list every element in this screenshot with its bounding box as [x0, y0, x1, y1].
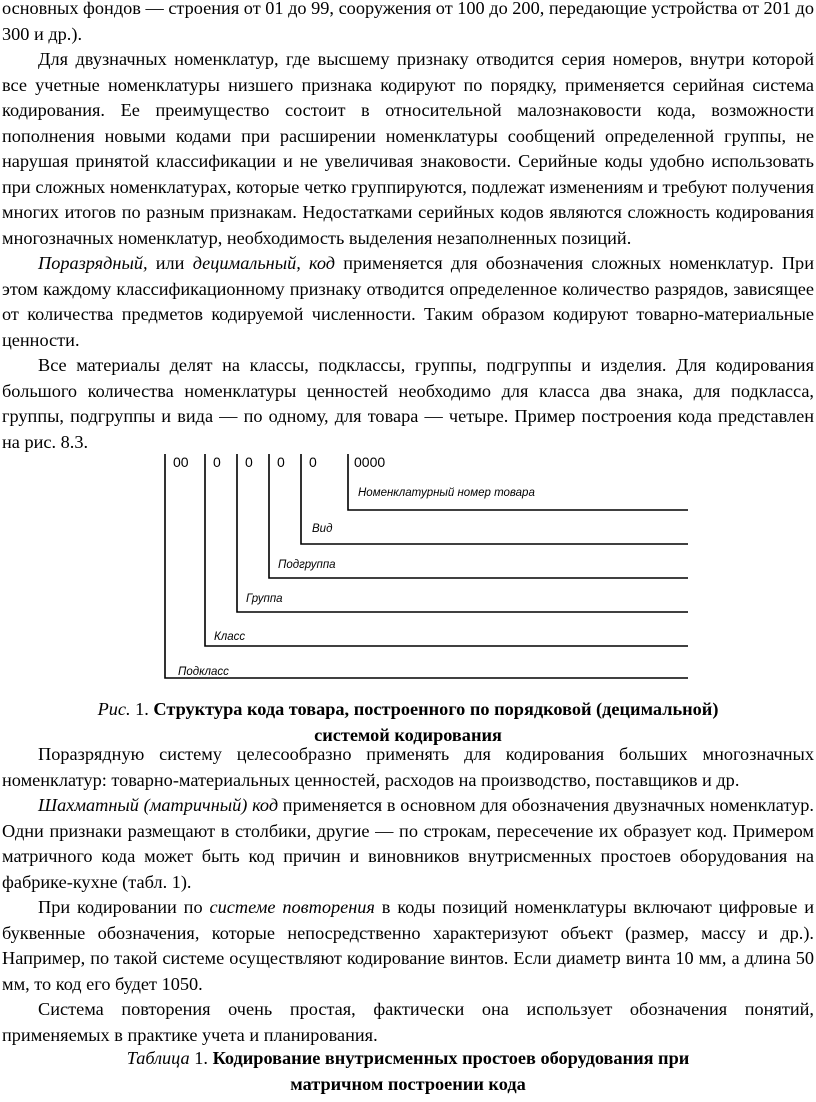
- label-nomenclature-number: Номенклатурный номер товара: [358, 487, 535, 499]
- figure-caption: [0, 697, 816, 748]
- paragraph-text: применяется для обозначения сложных номенклатур. При этом каждому классификационному признаку отводится определенное количество разрядов, зависящее от количества предметов кодируемой численности. Таким образом кодируют товарно-материальные ценности.: [2, 253, 814, 350]
- label-gruppa: Группа: [246, 593, 283, 605]
- paragraph: Для двузначных номенклатур, где высшему признаку отводится серия номеров, внутри которой все учетные номенклатуры низшего признака кодируют по порядку, применяется серийная система кодирования. Ее преимущество состоит в относительной малознаковости кода, возможности пополнения новыми кодами при расширении номенклатуры сообщений определенной группы, не нарушая принятой классификации и не увеличивая знаковости. Серийные коды удобно использовать при сложных номенклатурах, которые четко группируются, подлежат изменениям и требуют получения многих итогов по разным признакам. Недостатками серийных кодов являются сложность кодирования многозначных номенклатур, необходимость выделения незаполненных позиций.: [2, 49, 814, 248]
- paragraph: Система повторения очень простая, фактически она использует обозначения понятий, применяемых в практике учета и планирования.: [2, 999, 814, 1045]
- emphasis-term: децимальный, код: [192, 253, 336, 273]
- table-caption-prefix: Таблица: [126, 1048, 190, 1068]
- figure-caption-title: Структура кода товара, построенного по порядковой (децимальной): [153, 699, 719, 719]
- label-podklass: Подкласс: [178, 666, 229, 678]
- emphasis-term: Шахматный (матричный) код: [38, 795, 279, 815]
- bracket-line-nomenclature-number: [348, 454, 688, 510]
- label-klass: Класс: [214, 631, 246, 643]
- figure-caption-prefix: Рис.: [97, 699, 131, 719]
- table-caption-number: 1.: [189, 1048, 213, 1068]
- table-caption: [0, 1046, 816, 1097]
- table-caption-line: [0, 1072, 816, 1098]
- paragraph-text: применяется в основном для обозначения двузначных номенклатур. Одни признаки размещают в столбики, другие — по строкам, пересечение их образует код. Примером матричного кода может быть код причин и виновников внутрисменных простоев оборудования на фабрике-кухне (табл. 1).: [2, 795, 815, 892]
- code-digit: 00: [173, 454, 189, 470]
- paragraph: [2, 251, 814, 353]
- figure-caption-title: системой кодирования: [314, 724, 502, 745]
- paragraph-text: При кодировании по: [38, 897, 210, 917]
- paragraph: основных фондов — строения от 01 до 99, сооружения от 100 до 200, передающие устройства от 201 до 300 и др.).: [2, 0, 814, 44]
- text-section-top: [2, 0, 814, 455]
- figure-caption-line: [0, 697, 816, 723]
- paragraph: Все материалы делят на классы, подклассы, группы, подгруппы и изделия. Для кодирования большого количества номенклатуры ценностей необходимо для класса два знака, для подкласса, группы, подгруппы и вида — по одному, для товара — четыре. Пример построения кода представлен на рис. 8.3.: [2, 355, 814, 452]
- table-caption-title: матричном построении кода: [290, 1073, 526, 1094]
- paragraph: [2, 895, 814, 997]
- paragraph-text: или: [147, 253, 193, 273]
- code-digit: 0000: [354, 454, 386, 470]
- code-digit: 0: [245, 454, 253, 470]
- text-section-bottom: [2, 742, 814, 1048]
- label-podgruppa: Подгруппа: [278, 559, 336, 571]
- paragraph-text: в коды позиций номенклатуры включают цифровые и буквенные обозначения, которые непосредственно характеризуют объект (размер, массу и др.). Например, по такой системе осуществляют кодирование винтов. Если диаметр винта 10 мм, а длина 50 мм, то код его будет 1050.: [2, 897, 814, 994]
- table-caption-line: [0, 1046, 816, 1072]
- code-digit: 0: [309, 454, 317, 470]
- emphasis-term: Поразрядный,: [38, 253, 148, 273]
- paragraph: [2, 793, 814, 895]
- code-digit: 0: [277, 454, 285, 470]
- emphasis-term: системе повторения: [209, 897, 375, 917]
- code-structure-diagram: [160, 448, 700, 688]
- bracket-line-klass: [205, 454, 688, 646]
- figure-caption-number: 1.: [130, 699, 154, 719]
- table-caption-title: Кодирование внутрисменных простоев оборудования при: [212, 1048, 690, 1068]
- bracket-line-gruppa: [237, 454, 688, 612]
- paragraph: Поразрядную систему целесообразно применять для кодирования больших многозначных номенклатур: товарно-материальных ценностей, расходов на производство, поставщиков и др.: [2, 744, 814, 790]
- code-digit: 0: [213, 454, 221, 470]
- label-vid: Вид: [312, 523, 333, 535]
